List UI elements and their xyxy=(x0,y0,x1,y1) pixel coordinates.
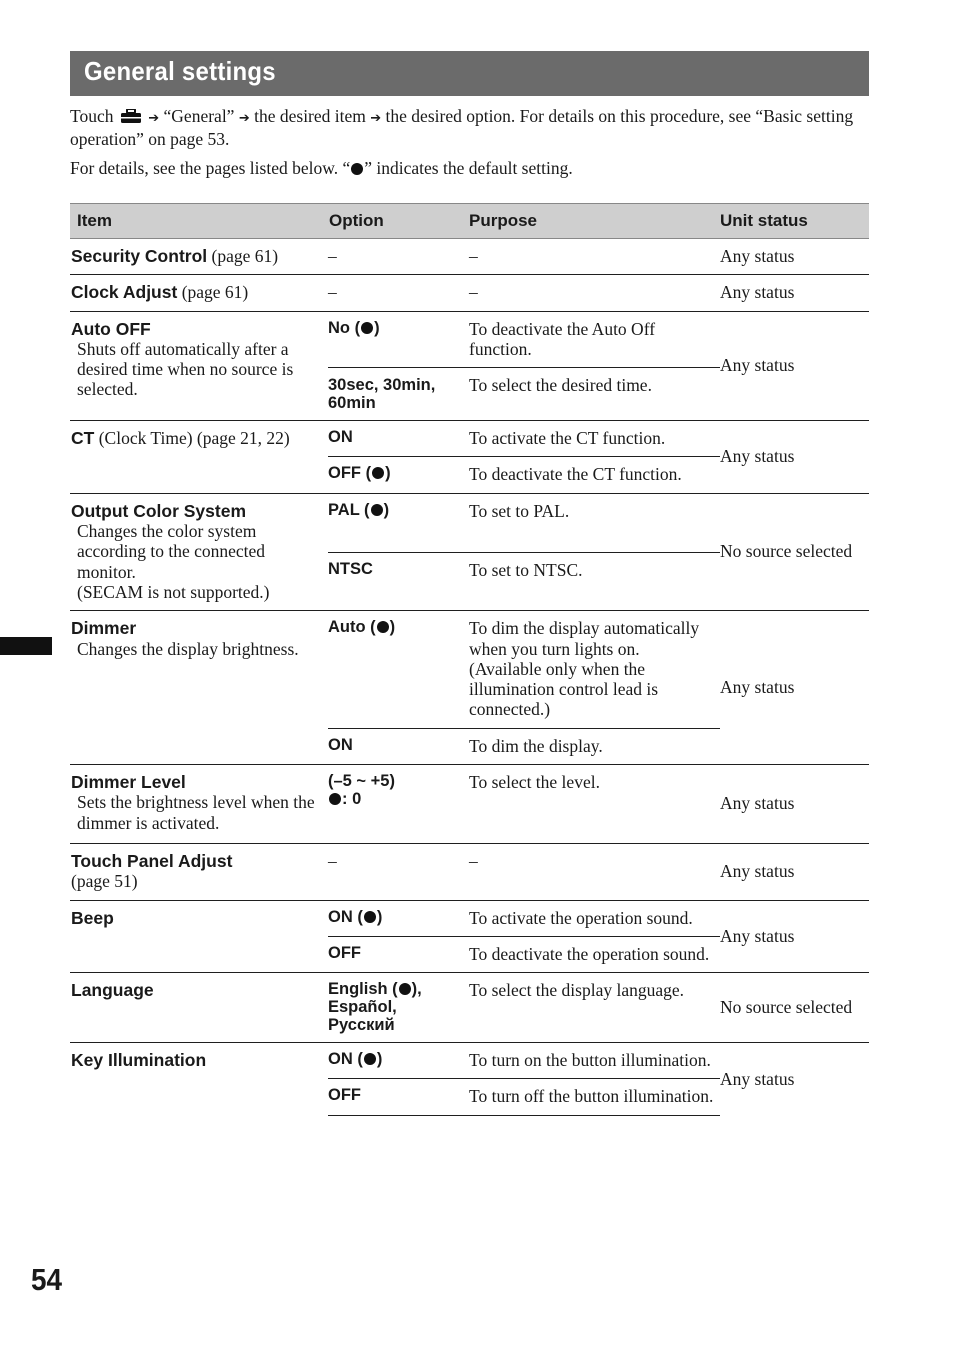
item-name: CT xyxy=(71,428,95,449)
status-cell: No source selected xyxy=(720,493,869,610)
option-cell: – xyxy=(328,239,469,275)
toolbox-icon xyxy=(120,109,142,124)
arrow-right-icon: ➔ xyxy=(238,111,250,126)
item-name: Auto OFF xyxy=(71,318,151,339)
option-cell: (–5 ~ +5) : 0 xyxy=(328,772,395,809)
item-name: Touch Panel Adjust xyxy=(71,850,233,871)
option-cell: ON xyxy=(328,735,353,754)
default-note-text: For details, see the pages listed below. “ xyxy=(70,158,351,178)
default-note-text-end: ” indicates the default setting. xyxy=(364,158,573,178)
purpose-cell: To deactivate the operation sound. xyxy=(469,936,720,972)
item-name: Language xyxy=(71,980,154,1001)
status-cell: Any status xyxy=(720,765,869,844)
table-row xyxy=(70,973,869,1043)
default-dot-icon xyxy=(372,467,384,479)
item-name: Security Control xyxy=(71,246,208,266)
intro-paragraph xyxy=(70,106,860,149)
option-cell: – xyxy=(328,275,469,311)
table-header-row xyxy=(70,204,869,239)
purpose-cell: – xyxy=(469,239,720,275)
purpose-cell: To turn off the button illumination. xyxy=(469,1079,720,1115)
item-name: Output Color System xyxy=(71,500,247,521)
table-row xyxy=(70,900,869,936)
default-dot-icon xyxy=(329,793,341,805)
default-dot-icon xyxy=(377,621,389,633)
purpose-cell: To set to NTSC. xyxy=(469,552,720,611)
item-description: Shuts off automatically after a desired time when no source is selected. xyxy=(77,338,294,400)
option-cell: NTSC xyxy=(328,559,373,578)
default-dot-icon xyxy=(351,163,363,175)
table-row xyxy=(70,1043,869,1079)
purpose-cell: – xyxy=(469,843,720,900)
option-cell: English ( ), Español, Русский xyxy=(328,980,422,1035)
item-ref: (page 61) xyxy=(207,246,279,266)
status-cell: Any status xyxy=(720,843,869,900)
item-description: Sets the brightness level when the dimmer is activated. xyxy=(77,792,315,833)
item-name: Dimmer Level xyxy=(71,772,186,793)
option-cell: PAL ( ) xyxy=(328,500,390,519)
intro-general-text: “General” xyxy=(163,106,235,126)
column-header-unit-status: Unit status xyxy=(720,204,869,239)
purpose-cell: To deactivate the CT function. xyxy=(469,457,720,493)
settings-table xyxy=(70,203,869,1116)
purpose-cell: To dim the display automatically when you turn lights on. (Available only when the illumination control lead is connected.) xyxy=(469,611,720,728)
section-header-bar xyxy=(70,51,869,96)
item-name: Key Illumination xyxy=(71,1050,207,1071)
item-note: (SECAM is not supported.) xyxy=(77,581,270,602)
section-edge-tab xyxy=(0,637,52,655)
default-dot-icon xyxy=(364,1053,376,1065)
status-cell: Any status xyxy=(720,900,869,973)
option-cell: OFF xyxy=(328,1086,361,1105)
purpose-cell: To select the level. xyxy=(469,765,720,844)
option-cell: ON xyxy=(328,428,353,447)
item-name: Clock Adjust xyxy=(71,282,178,303)
purpose-cell: To turn on the button illumination. xyxy=(469,1043,720,1079)
option-cell: 30sec, 30min, 60min xyxy=(328,376,436,413)
item-ref: (page 61) xyxy=(177,282,249,303)
option-cell: ON ( ) xyxy=(328,907,383,926)
purpose-cell: To select the display language. xyxy=(469,973,720,1043)
status-cell: No source selected xyxy=(720,973,869,1043)
item-name: Dimmer xyxy=(71,618,137,639)
arrow-right-icon: ➔ xyxy=(370,111,382,126)
status-cell: Any status xyxy=(720,1043,869,1116)
section-title: General settings xyxy=(84,56,276,86)
column-header-option: Option xyxy=(328,204,469,239)
default-dot-icon xyxy=(364,911,376,923)
option-cell: OFF xyxy=(328,943,361,962)
purpose-cell: To select the desired time. xyxy=(469,368,720,421)
purpose-cell: To activate the operation sound. xyxy=(469,900,720,936)
option-cell: – xyxy=(328,843,469,900)
option-cell: ON ( ) xyxy=(328,1050,383,1069)
table-row xyxy=(70,421,869,457)
purpose-cell: To deactivate the Auto Off function. xyxy=(469,311,720,368)
intro-touch-text: Touch xyxy=(70,106,114,126)
intro-option-text: the desired option. For details on this procedure, see “Basic setting operation” on page 53. xyxy=(70,106,854,149)
purpose-cell: To activate the CT function. xyxy=(469,421,720,457)
default-note xyxy=(70,158,860,178)
table-row xyxy=(70,493,869,552)
item-ref: (page 51) xyxy=(71,871,138,892)
item-description: Changes the color system according to the connected monitor. xyxy=(77,521,266,582)
table-row xyxy=(70,765,869,844)
table-row xyxy=(70,311,869,368)
item-name: Beep xyxy=(71,907,114,928)
page-number: 54 xyxy=(31,1262,63,1297)
status-cell: Any status xyxy=(720,239,869,275)
option-cell: Auto ( ) xyxy=(328,618,396,637)
option-cell: No ( ) xyxy=(328,318,380,337)
default-dot-icon xyxy=(399,983,411,995)
purpose-cell: To set to PAL. xyxy=(469,493,720,552)
status-cell: Any status xyxy=(720,421,869,494)
option-cell: OFF ( ) xyxy=(328,464,391,483)
column-header-purpose: Purpose xyxy=(469,204,720,239)
column-header-item: Item xyxy=(70,204,328,239)
status-cell: Any status xyxy=(720,311,869,421)
status-cell: Any status xyxy=(720,275,869,311)
item-description: Changes the display brightness. xyxy=(77,638,299,659)
table-row xyxy=(70,843,869,900)
table-row xyxy=(70,239,869,275)
default-dot-icon xyxy=(361,322,373,334)
item-ref: (Clock Time) (page 21, 22) xyxy=(94,428,290,449)
status-cell: Any status xyxy=(720,611,869,765)
arrow-right-icon: ➔ xyxy=(148,111,160,126)
intro-item-text: the desired item xyxy=(254,106,366,126)
table-row xyxy=(70,275,869,311)
table-row xyxy=(70,611,869,728)
default-dot-icon xyxy=(371,504,383,516)
purpose-cell: To dim the display. xyxy=(469,728,720,764)
purpose-cell: – xyxy=(469,275,720,311)
